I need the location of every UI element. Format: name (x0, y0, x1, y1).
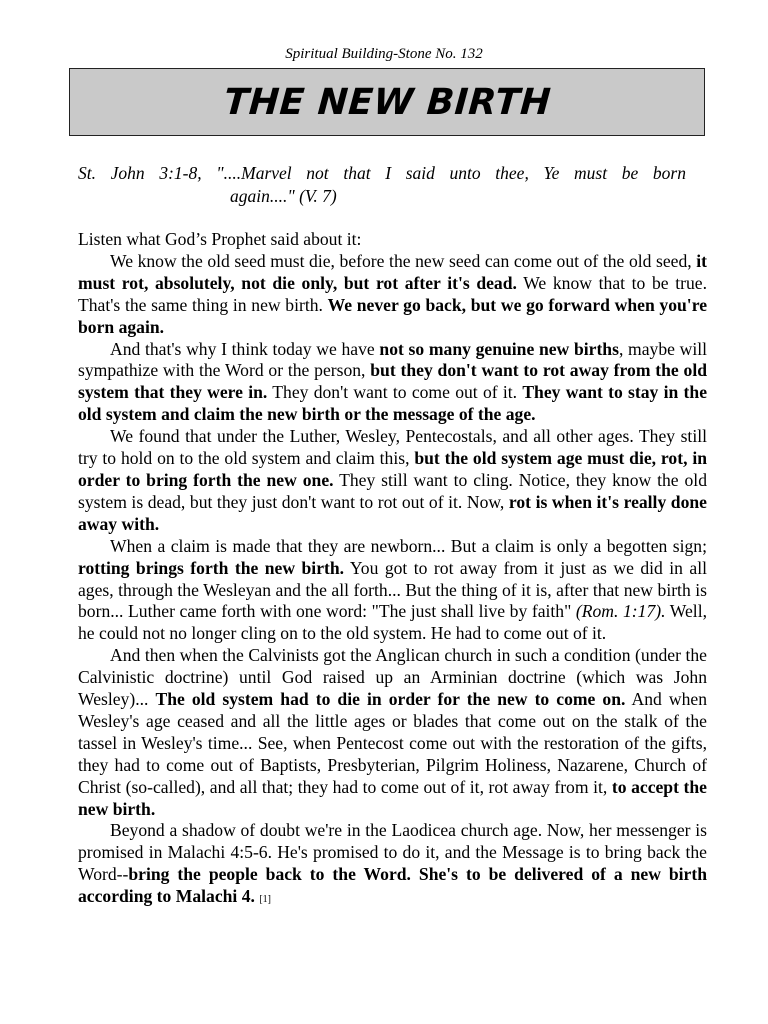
title-banner (69, 68, 705, 136)
intro-line: Listen what God’s Prophet said about it: (78, 229, 362, 249)
paragraph-2 (78, 339, 707, 427)
text-run: Beyond a shadow of doubt we're in the Laodicea church age. Now, her messenger is promised in Malachi 4:5-6. He's promised to do it, and the Message is to bring back the Word-- (78, 820, 707, 885)
text-run: And then when the Calvinists got the Anglican church in such a condition (under the Calvinistic doctrine) until God raised up an Arminian doctrine (which was John Wesley)... (78, 645, 707, 710)
italic-run: (Rom. 1:17). (575, 601, 666, 622)
text-run: They still want to cling. Notice, they know the old system is dead, but they just don't want to rot out of it. Now, (78, 469, 707, 512)
bold-run: but they don't want to rot away from the old system that they were in. (78, 360, 707, 403)
bold-run: rotting brings forth the new birth. (78, 557, 345, 578)
bold-run: it must rot, absolutely, not die only, but rot after it's dead. (78, 250, 707, 293)
footnote-ref[interactable]: [1] (259, 894, 271, 906)
paragraph-5 (78, 645, 707, 820)
text-run: We know that to be true. That's the same thing in new birth. (78, 272, 707, 315)
article-body (78, 229, 707, 911)
page-title: THE NEW BIRTH (222, 81, 552, 123)
paragraph-1 (78, 251, 707, 339)
text-run: We found that under the Luther, Wesley, Pentecostals, and all other ages. They still try to hold on to the old system and claim this, (78, 426, 707, 469)
paragraph-6 (78, 820, 707, 911)
scripture-reference-line1: St. John 3:1-8, "....Marvel not that I said unto thee, Ye must be born (78, 163, 686, 183)
bold-run: rot is when it's really done away with. (78, 491, 707, 534)
bold-run: bring the people back to the Word. She's to be delivered of a new birth according to Malachi 4. (78, 864, 707, 907)
text-run: And that's why I think today we have (110, 338, 380, 359)
bold-run: not so many genuine new births (379, 338, 619, 359)
paragraph-4 (78, 536, 707, 646)
text-run: And when Wesley's age ceased and all the little ages or blades that come out on the stalk of the tassel in Wesley's time... See, when Pentecost come out with the restoration of the gifts, they had to come out of Baptists, Presbyterian, Pilgrim Holiness, Nazarene, Church of Christ (so-called), and all that; they had to come out of it, rot away from it, (78, 689, 707, 797)
bold-run: They want to stay in the old system and claim the new birth or the message of the age. (78, 382, 707, 425)
bold-run: but the old system age must die, rot, in order to bring forth the new one. (78, 448, 707, 490)
text-run: , maybe will sympathize with the Word or the person, (78, 338, 707, 381)
text-run: Well, he could not no longer cling on to the old system. He had to come out of it. (78, 601, 707, 644)
bold-run: The old system had to die in order for the new to come on. (155, 689, 626, 710)
bold-run: to accept the new birth. (78, 776, 707, 819)
text-run: When a claim is made that they are newborn... But a claim is only a begotten sign; (110, 535, 707, 556)
scripture-reference-line2: again...." (V. 7) (230, 186, 337, 206)
text-run: We know the old seed must die, before the new seed can come out of the old seed, (110, 250, 697, 271)
text-run: You got to rot away from it just as we did in all ages, through the Wesleyan and the all forth... But the thing of it is, after that new birth is born... Luther came forth with one word: "The just shall live by faith" (78, 557, 707, 622)
bold-run: We never go back, but we go forward when you're born again. (78, 294, 708, 337)
paragraph-3 (78, 426, 707, 536)
series-header: Spiritual Building-Stone No. 132 (285, 46, 483, 62)
text-run: They don't want to come out of it. (267, 382, 523, 403)
